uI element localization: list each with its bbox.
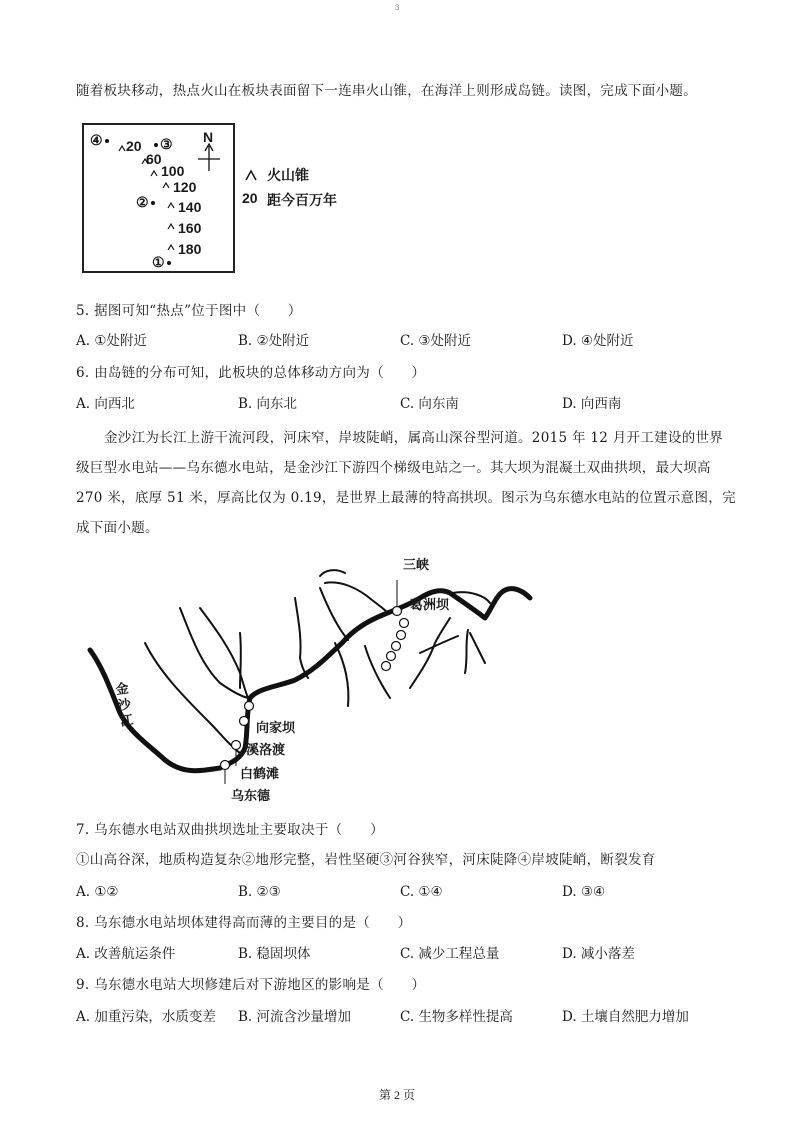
q9-stem: 9. 乌东德水电站大坝修建后对下游地区的影响是（ ） [76, 977, 426, 993]
tributary [325, 582, 388, 613]
map-label-jinshajiang: 金沙江 [114, 681, 135, 730]
tributary [470, 633, 485, 663]
tributary [320, 570, 345, 576]
q7-option-d[interactable]: D. ③④ [562, 884, 606, 900]
q9-option-b[interactable]: B. 河流含沙量增加 [238, 1009, 352, 1025]
intro-text: 随着板块移动，热点火山在板块表面留下一连串火山锥，在海洋上则形成岛链。读图，完成下面小题。 [76, 83, 697, 99]
q7-statements: ①山高谷深，地质构造复杂②地形完整，岩性坚硬③河谷狭窄，河床陡降④岸坡陡峭，断裂发育 [76, 852, 656, 868]
passage-line-4: 成下面小题。 [76, 520, 159, 536]
q9-option-c[interactable]: C. 生物多样性提高 [400, 1009, 513, 1025]
q7-option-c[interactable]: C. ①④ [400, 884, 443, 900]
q5-option-d[interactable]: D. ④处附近 [562, 333, 634, 349]
gezhouba-dam-icon [400, 619, 409, 628]
map-label-baihetan: 白鹤滩 [240, 767, 280, 782]
q8-option-a[interactable]: A. 改善航运条件 [76, 946, 176, 962]
age-100-label: 100 [161, 163, 185, 179]
q6-option-d[interactable]: D. 向西南 [562, 396, 622, 412]
xiluodu-dam-icon [232, 741, 241, 750]
age-20-label: 20 [126, 138, 142, 154]
q5-option-b[interactable]: B. ②处附近 [238, 333, 310, 349]
legend-number-label: 距今百万年 [267, 192, 337, 208]
volcano-legend-icon [244, 169, 258, 181]
q7-stem: 7. 乌东德水电站双曲拱坝选址主要取决于（ ） [76, 822, 384, 838]
q6-option-b[interactable]: B. 向东北 [238, 396, 298, 412]
q9-option-d[interactable]: D. 土壤自然肥力增加 [562, 1009, 689, 1025]
sanxia-dam-icon [393, 607, 402, 616]
q5-option-a[interactable]: A. ①处附近 [76, 333, 147, 349]
tributary [145, 643, 240, 753]
legend-number-key: 20 [242, 190, 258, 206]
volcano-icon [151, 171, 157, 176]
q5-stem: 5. 据图可知“热点”位于图中（ ） [76, 303, 302, 319]
hotspot-figure [82, 123, 235, 273]
map-label-xiluodu: 溪洛渡 [246, 743, 286, 758]
volcano-icon [168, 224, 174, 229]
passage-line-1: 金沙江为长江上游干流河段，河床窄，岸坡陡峭，属高山深谷型河道。2015 年 12 月开工建设的世界 [104, 430, 724, 446]
tributary [240, 633, 241, 688]
tributary [420, 636, 458, 653]
volcano-icon [163, 183, 169, 188]
main-river [90, 589, 530, 771]
q8-option-b[interactable]: B. 稳固坝体 [238, 946, 311, 962]
legend-volcano-label: 火山锥 [267, 167, 309, 183]
age-160-label: 160 [178, 220, 202, 236]
tributary [465, 630, 468, 673]
q6-option-a[interactable]: A. 向西北 [76, 396, 135, 412]
river-map [80, 548, 540, 808]
q7-option-b[interactable]: B. ②③ [238, 884, 281, 900]
age-180-label: 180 [178, 241, 202, 257]
baihetan-dam-icon [221, 761, 230, 770]
tributary [365, 646, 390, 698]
volcano-icon [119, 146, 125, 151]
point-4-label: ④ [90, 132, 111, 148]
map-label-gezhouba: 葛洲坝 [410, 598, 450, 613]
tributary [335, 643, 348, 706]
page-number: 第 2 页 [378, 1088, 415, 1102]
point-1-label: ① [152, 254, 173, 270]
q9-option-a[interactable]: A. 加重污染，水质变差 [76, 1009, 216, 1025]
q7-option-a[interactable]: A. ①② [76, 884, 119, 900]
age-140-label: 140 [178, 199, 202, 215]
page-top-mark: 3 [395, 4, 400, 12]
map-label-wudongde: 乌东德 [231, 789, 271, 804]
north-arrow-icon [198, 144, 220, 171]
station-icon [397, 631, 406, 640]
q6-stem: 6. 由岛链的分布可知，此板块的总体移动方向为（ ） [76, 365, 426, 381]
xiangjiaba-dam-icon [245, 702, 254, 711]
q5-option-c[interactable]: C. ③处附近 [400, 333, 472, 349]
station-icon [387, 652, 396, 661]
tributary [320, 588, 348, 640]
station-icon [392, 642, 401, 651]
tributary [410, 618, 450, 688]
point-2-label: ② [136, 194, 157, 210]
station-icon [240, 717, 249, 726]
q8-option-d[interactable]: D. 减小落差 [562, 946, 635, 962]
age-120-label: 120 [173, 179, 197, 195]
q8-option-c[interactable]: C. 减少工程总量 [400, 946, 500, 962]
map-label-xiangjiaba: 向家坝 [256, 721, 296, 736]
tributary [295, 598, 308, 678]
passage-line-3: 270 米，底厚 51 米，厚高比仅为 0.19，是世界上最薄的特高拱坝。图示为乌东德水电站的位置示意图，完 [76, 490, 736, 506]
station-icon [382, 662, 391, 671]
north-label: N [203, 129, 214, 145]
tributary [180, 608, 248, 698]
volcano-icon [168, 245, 174, 250]
map-label-sanxia: 三峡 [403, 558, 430, 573]
volcano-icon [168, 203, 174, 208]
q6-option-c[interactable]: C. 向东南 [400, 396, 459, 412]
passage-line-2: 级巨型水电站——乌东德水电站，是金沙江下游四个梯级电站之一。其大坝为混凝土双曲拱坝，最大坝高 [76, 460, 711, 476]
q8-stem: 8. 乌东德水电站坝体建得高而薄的主要目的是（ ） [76, 915, 412, 931]
age-60-label: 60 [146, 151, 162, 167]
point-3-label: ③ [152, 136, 173, 152]
